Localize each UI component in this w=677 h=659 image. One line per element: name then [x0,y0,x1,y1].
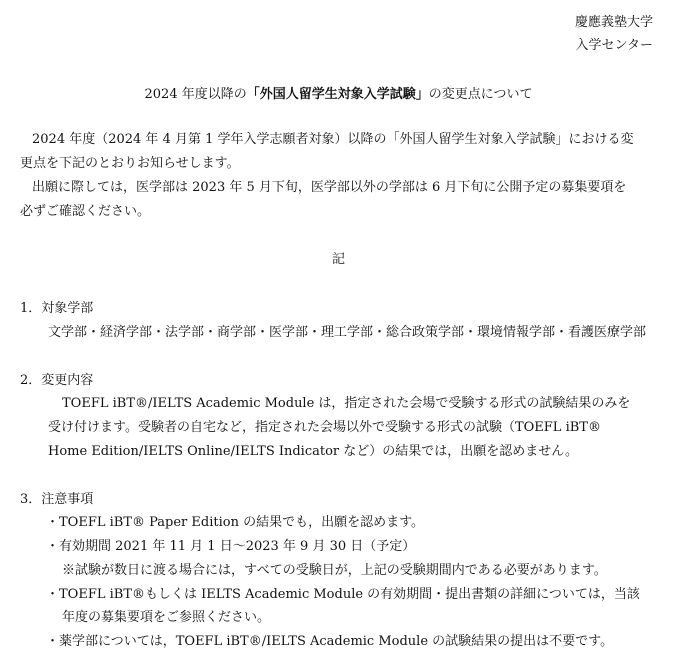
title-suffix: の変更点について [428,87,533,102]
header-org: 慶應義塾大学 [574,15,653,30]
section-3-bullet-3-line2: 年度の募集要項をご参照ください。 [62,610,271,625]
section-3-bullet-3-line1: ・TOEFL iBT®もしくは IELTS Academic Module の有効期間・提出書類の詳細については，当該 [46,587,640,602]
section-3-bullet-2-note: ※試験が数日に渡る場合には，すべての受験日が，上記の受験期間内である必要があります。 [62,563,607,578]
header-dept: 入学センター [575,38,653,53]
title-prefix: 2024 年度以降の [144,87,247,102]
section-3-bullet-1: ・TOEFL iBT® Paper Edition の結果でも，出願を認めます。 [46,515,425,530]
section-2-heading: 2．変更内容 [20,373,94,388]
section-2-line1: TOEFL iBT®/IELTS Academic Module は，指定された会場で受験する形式の試験結果のみを [62,396,631,411]
section-1-heading: 1．対象学部 [20,301,94,316]
section-2-line2: 受け付けます。受験者の自宅など，指定された会場以外で受験する形式の試験（TOEFL iBT® [48,420,601,435]
section-3-heading: 3．注意事項 [20,492,94,507]
intro-p1-line2: 更点を下記のとおりお知らせします。 [20,156,240,171]
section-1-body: 文学部・経済学部・法学部・商学部・医学部・理工学部・総合政策学部・環境情報学部・看護医療学部 [48,325,647,340]
section-3-bullet-2: ・有効期間 2021 年 11 月 1 日～2023 年 9 月 30 日（予定） [46,539,416,554]
title-bold: 「外国人留学生対象入学試験」 [246,87,429,102]
ki-mark: 記 [331,252,345,267]
intro-p2-line1: 出願に際しては，医学部は 2023 年 5 月下旬，医学部以外の学部は 6 月下旬に公開予定の募集要項を [32,180,627,195]
section-3-bullet-4: ・薬学部については，TOEFL iBT®/IELTS Academic Module の試験結果の提出は不要です。 [46,634,614,649]
intro-p1-line1: 2024 年度（2024 年 4 月第 1 学年入学志願者対象）以降の「外国人留学生対象入学試験」における変 [32,132,634,147]
intro-p2-line2: 必ずご確認ください。 [20,204,151,219]
page-title [0,86,677,104]
section-2-line3: Home Edition/IELTS Online/IELTS Indicator など）の結果では，出願を認めません。 [48,444,579,459]
